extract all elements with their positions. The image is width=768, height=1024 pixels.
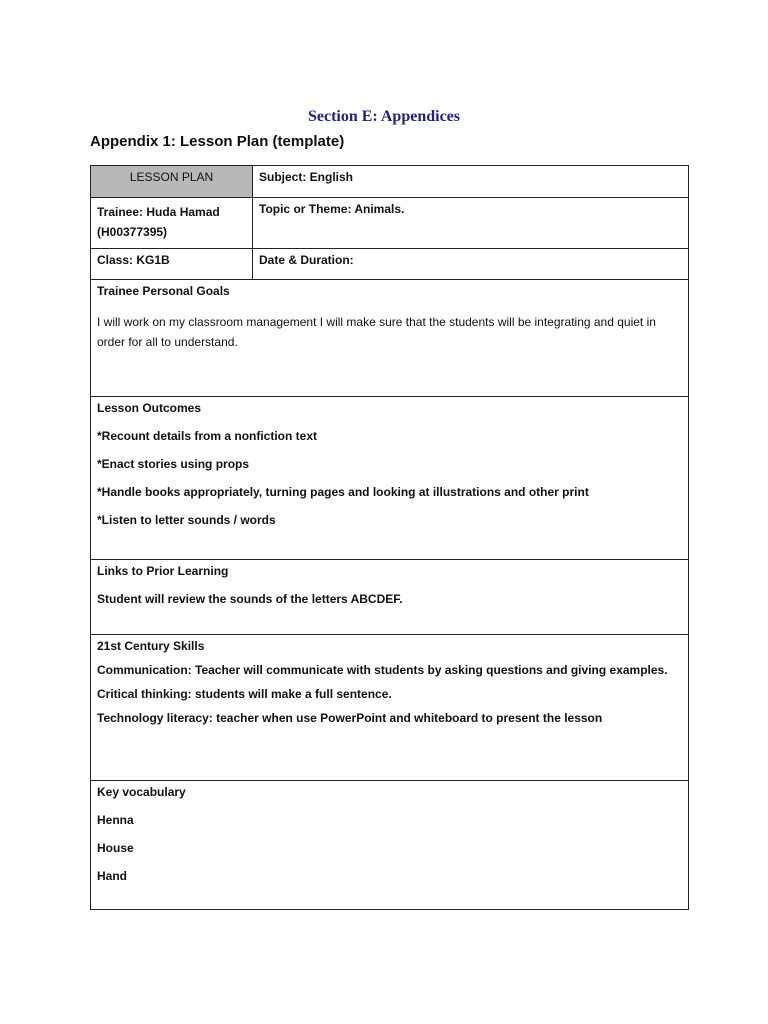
outcome-item: *Handle books appropriately, turning pages and looking at illustrations and other print — [97, 485, 589, 499]
subject-label: Subject: English — [259, 170, 354, 184]
class-cell — [91, 249, 253, 280]
vocab-cell — [91, 781, 689, 910]
table-row — [91, 560, 689, 635]
table-row — [91, 166, 689, 198]
vocab-item: Henna — [97, 813, 134, 827]
outcome-item: *Recount details from a nonfiction text — [97, 429, 318, 443]
goals-cell — [91, 280, 689, 397]
outcome-item: *Enact stories using props — [97, 457, 250, 471]
outcomes-heading: Lesson Outcomes — [97, 401, 202, 415]
lesson-plan-header: LESSON PLAN — [129, 170, 214, 184]
vocab-item: House — [97, 841, 134, 855]
goals-text: I will work on my classroom management I will make sure that the students will be integrating and quiet in order for all to understand. — [97, 315, 656, 349]
lesson-plan-header-cell — [91, 166, 253, 198]
table-row — [91, 397, 689, 560]
skills-heading: 21st Century Skills — [97, 639, 205, 653]
links-text: Student will review the sounds of the letters ABCDEF. — [97, 592, 403, 606]
table-row — [91, 249, 689, 280]
section-title: Section E: Appendices — [307, 108, 460, 125]
table-row — [91, 280, 689, 397]
date-duration-label: Date & Duration: — [259, 253, 354, 267]
skill-item: Critical thinking: students will make a full sentence. — [97, 687, 392, 701]
subject-cell — [253, 166, 689, 198]
lesson-plan-table — [90, 165, 689, 910]
topic-cell — [253, 198, 689, 249]
skill-item: Communication: Teacher will communicate with students by asking questions and giving examples. — [97, 663, 668, 677]
skill-item: Technology literacy: teacher when use PowerPoint and whiteboard to present the lesson — [97, 711, 603, 725]
table-row — [91, 781, 689, 910]
links-heading: Links to Prior Learning — [97, 564, 229, 578]
trainee-name: Trainee: Huda Hamad — [97, 205, 220, 219]
table-row — [91, 635, 689, 781]
goals-heading: Trainee Personal Goals — [97, 284, 230, 298]
class-label: Class: KG1B — [97, 253, 170, 267]
appendix-title: Appendix 1: Lesson Plan (template) — [90, 133, 345, 150]
links-cell — [91, 560, 689, 635]
table-row — [91, 198, 689, 249]
skills-cell — [91, 635, 689, 781]
topic-label: Topic or Theme: Animals. — [259, 202, 405, 216]
date-duration-cell — [253, 249, 689, 280]
trainee-id: (H00377395) — [97, 225, 168, 239]
outcome-item: *Listen to letter sounds / words — [97, 513, 276, 527]
vocab-item: Hand — [97, 869, 127, 883]
trainee-cell — [91, 198, 253, 249]
outcomes-cell — [91, 397, 689, 560]
vocab-heading: Key vocabulary — [97, 785, 186, 799]
